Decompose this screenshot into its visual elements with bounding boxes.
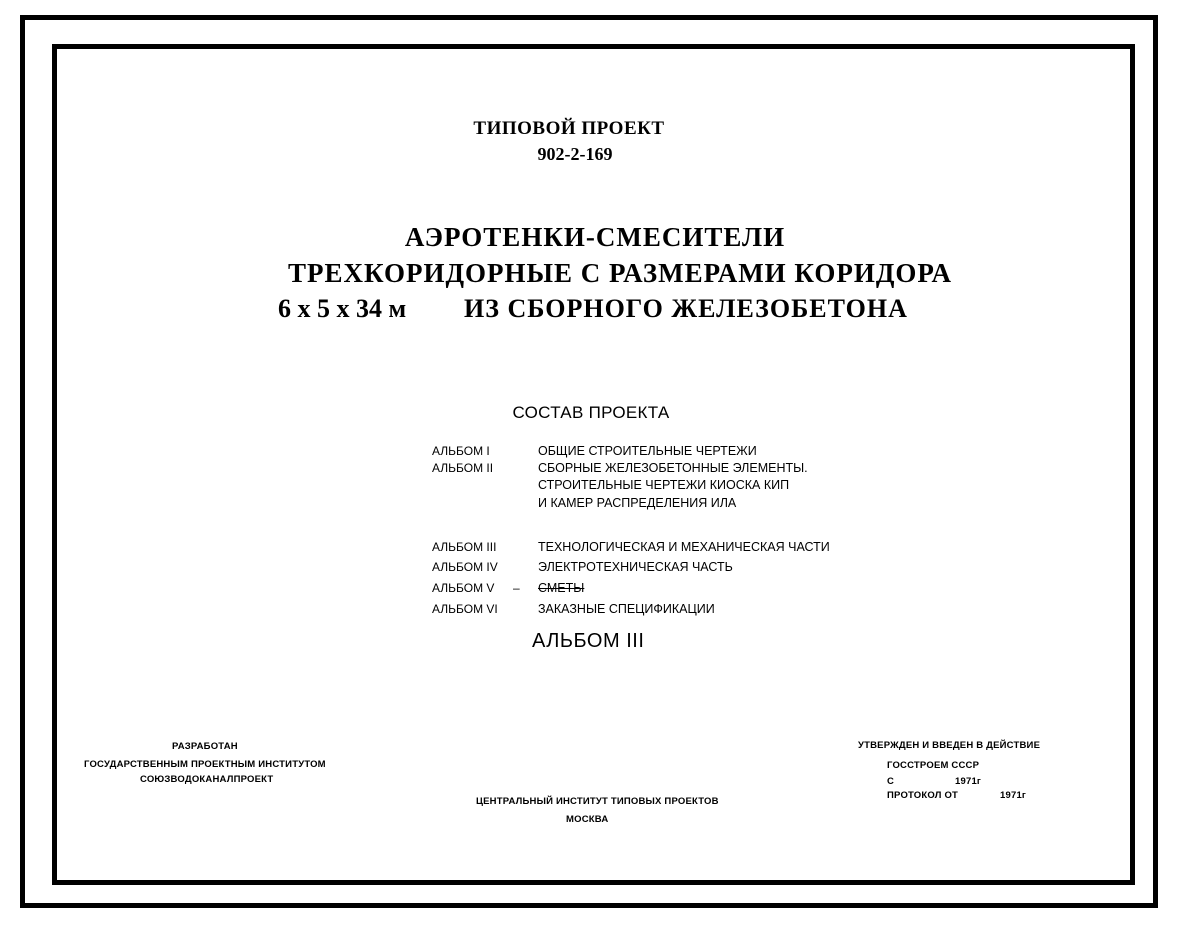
developed-by-institute: ГОСУДАРСТВЕННЫМ ПРОЕКТНЫМ ИНСТИТУТОМ	[84, 759, 326, 770]
project-type: ТИПОВОЙ ПРОЕКТ	[473, 118, 665, 139]
album-6-label: АЛЬБОМ VI	[432, 602, 498, 616]
album-6-desc: ЗАКАЗНЫЕ СПЕЦИФИКАЦИИ	[538, 602, 715, 616]
city: МОСКВА	[566, 814, 609, 825]
title-size: 6 x 5 x 34 м	[278, 294, 407, 323]
approved-from-year: 1971г	[955, 776, 982, 787]
approved-label: УТВЕРЖДЕН И ВВЕДЕН В ДЕЙСТВИЕ	[858, 740, 1041, 751]
album-2-desc-3: И КАМЕР РАСПРЕДЕЛЕНИЯ ИЛА	[538, 496, 737, 510]
composition-heading: СОСТАВ ПРОЕКТА	[512, 403, 670, 422]
developed-label: РАЗРАБОТАН	[172, 741, 238, 752]
project-number: 902-2-169	[537, 144, 613, 164]
album-3-label: АЛЬБОМ III	[432, 540, 497, 554]
current-album: АЛЬБОМ III	[532, 630, 645, 652]
album-1-desc: ОБЩИЕ СТРОИТЕЛЬНЫЕ ЧЕРТЕЖИ	[538, 444, 757, 458]
album-5-label: АЛЬБОМ V	[432, 581, 495, 595]
title-material: ИЗ СБОРНОГО ЖЕЛЕЗОБЕТОНА	[464, 294, 908, 323]
title-line-1: АЭРОТЕНКИ-СМЕСИТЕЛИ	[404, 222, 786, 252]
central-institute: ЦЕНТРАЛЬНЫЙ ИНСТИТУТ ТИПОВЫХ ПРОЕКТОВ	[476, 796, 719, 807]
album-1-label: АЛЬБОМ I	[432, 444, 490, 458]
protocol-label: ПРОТОКОЛ ОТ	[887, 790, 959, 801]
album-5-dash: –	[513, 581, 520, 595]
developed-by-name: СОЮЗВОДОКАНАЛПРОЕКТ	[140, 774, 274, 785]
protocol-year: 1971г	[1000, 790, 1027, 801]
album-2-desc: СБОРНЫЕ ЖЕЛЕЗОБЕТОННЫЕ ЭЛЕМЕНТЫ.	[538, 461, 808, 475]
approved-by: ГОССТРОЕМ СССР	[887, 760, 980, 771]
album-2-desc-2: СТРОИТЕЛЬНЫЕ ЧЕРТЕЖИ КИОСКА КИП	[538, 478, 790, 492]
album-5-desc: СМЕТЫ	[538, 581, 585, 595]
album-2-label: АЛЬБОМ II	[432, 461, 494, 475]
album-3-desc: ТЕХНОЛОГИЧЕСКАЯ И МЕХАНИЧЕСКАЯ ЧАСТИ	[538, 540, 830, 554]
album-4-desc: ЭЛЕКТРОТЕХНИЧЕСКАЯ ЧАСТЬ	[538, 560, 733, 574]
title-line-2: ТРЕХКОРИДОРНЫЕ С РАЗМЕРАМИ КОРИДОРА	[288, 258, 952, 288]
album-4-label: АЛЬБОМ IV	[432, 560, 498, 574]
approved-from-label: С	[887, 776, 895, 787]
